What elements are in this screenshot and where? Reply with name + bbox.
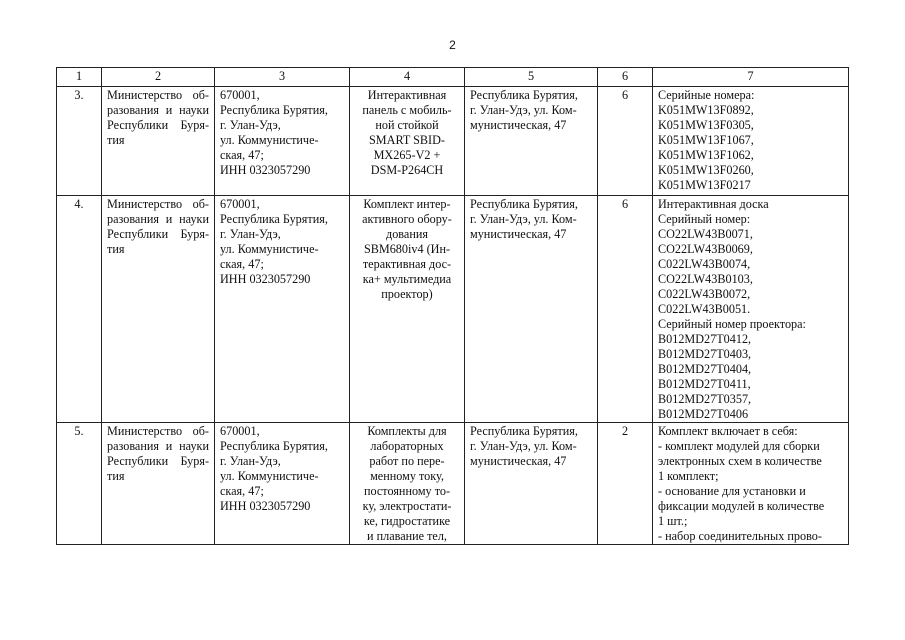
col-header: 6 [598, 68, 653, 87]
cell-line: 670001, [220, 197, 260, 211]
address-cell [215, 423, 350, 545]
cell-line: ул. Коммунистиче- [220, 133, 319, 147]
cell-line: ИНН 0323057290 [220, 499, 311, 513]
cell-line: SBM680iv4 (Ин- [363, 242, 451, 256]
cell-line: Серийные номера: [658, 88, 755, 102]
cell-line: и плавание тел, [367, 529, 447, 543]
cell-line: г. Улан-Удэ, [220, 118, 281, 132]
cell-line: CO22LW43B0071, [658, 227, 753, 241]
organization-cell [102, 423, 215, 545]
address-cell [215, 87, 350, 196]
cell-line: 670001, [220, 88, 260, 102]
cell-line: C022LW43B0051. [658, 302, 751, 316]
cell-line: Интерактивная [367, 88, 447, 102]
cell-line: SMART SBID- [369, 133, 445, 147]
cell-line: активного обору- [362, 212, 452, 226]
table-row [57, 423, 849, 545]
cell-line: ул. Коммунистиче- [220, 469, 319, 483]
cell-line: B012MD27T0404, [658, 362, 752, 376]
cell-line: K051MW13F0217 [658, 178, 751, 192]
location-cell [465, 196, 598, 423]
cell-line: 670001, [220, 424, 260, 438]
cell-line: K051MW13F1067, [658, 133, 754, 147]
cell-line: B012MD27T0403, [658, 347, 752, 361]
cell-line: ская, 47; [220, 257, 264, 271]
cell-line: DSM-P264CH [370, 163, 444, 177]
cell-line: Комплект включает в себя: [658, 424, 798, 438]
cell-line: Серийный номер: [658, 212, 751, 226]
cell-line: C022LW43B0072, [658, 287, 751, 301]
equipment-table [56, 67, 849, 545]
cell-line: Республика Бурятия, [220, 212, 328, 226]
cell-line: тия [107, 242, 125, 256]
cell-line: B012MD27T0406 [658, 407, 749, 421]
cell-line: ул. Коммунистиче- [220, 242, 319, 256]
location-cell [465, 423, 598, 545]
cell-line: K051MW13F1062, [658, 148, 754, 162]
cell-line: ка+ мультимедиа [362, 272, 452, 286]
cell-line: Республики Буря- [107, 227, 209, 241]
cell-line: Республики Буря- [107, 118, 209, 132]
row-number: 3. [57, 87, 102, 196]
quantity-cell: 2 [598, 423, 653, 545]
col-header: 1 [57, 68, 102, 87]
col-header: 2 [102, 68, 215, 87]
cell-line: K051MW13F0892, [658, 103, 754, 117]
cell-line: мунистическая, 47 [470, 454, 567, 468]
cell-line: проектор) [381, 287, 433, 301]
cell-line: Республика Бурятия, [220, 439, 328, 453]
cell-line: г. Улан-Удэ, ул. Ком- [470, 212, 577, 226]
cell-line: Серийный номер проектора: [658, 317, 806, 331]
cell-line: г. Улан-Удэ, ул. Ком- [470, 439, 577, 453]
cell-line: работ по пере- [369, 454, 445, 468]
cell-line: разования и науки [107, 439, 209, 453]
cell-line: - комплект модулей для сборки [658, 439, 820, 453]
cell-line: дования [386, 227, 428, 241]
cell-line: B012MD27T0411, [658, 377, 751, 391]
cell-line: 1 комплект; [658, 469, 719, 483]
cell-line: тия [107, 133, 125, 147]
cell-line: B012MD27T0357, [658, 392, 752, 406]
table-header-row [57, 68, 849, 87]
cell-line: Министерство об- [107, 197, 209, 211]
equipment-cell [350, 196, 465, 423]
col-header: 3 [215, 68, 350, 87]
note-cell [653, 87, 849, 196]
cell-line: ку, электростати- [362, 499, 452, 513]
cell-line: ке, гидростатике [363, 514, 451, 528]
row-number: 5. [57, 423, 102, 545]
cell-line: - набор соединительных прово- [658, 529, 822, 543]
equipment-cell [350, 423, 465, 545]
organization-cell [102, 196, 215, 423]
quantity-cell: 6 [598, 87, 653, 196]
cell-line: Комплект интер- [363, 197, 451, 211]
cell-line: разования и науки [107, 212, 209, 226]
cell-line: панель с мобиль- [362, 103, 452, 117]
cell-line: Интерактивная доска [658, 197, 769, 211]
table-row [57, 87, 849, 196]
cell-line: терактивная дос- [362, 257, 452, 271]
cell-line: Министерство об- [107, 88, 209, 102]
cell-line: ская, 47; [220, 148, 264, 162]
equipment-cell [350, 87, 465, 196]
cell-line: ская, 47; [220, 484, 264, 498]
cell-line: ИНН 0323057290 [220, 163, 311, 177]
cell-line: г. Улан-Удэ, [220, 227, 281, 241]
cell-line: тия [107, 469, 125, 483]
row-number: 4. [57, 196, 102, 423]
col-header: 7 [653, 68, 849, 87]
location-cell [465, 87, 598, 196]
cell-line: мунистическая, 47 [470, 118, 567, 132]
cell-line: Республика Бурятия, [470, 197, 578, 211]
note-cell [653, 196, 849, 423]
table-row [57, 196, 849, 423]
cell-line: мунистическая, 47 [470, 227, 567, 241]
cell-line: г. Улан-Удэ, ул. Ком- [470, 103, 577, 117]
cell-line: фиксации модулей в количестве [658, 499, 825, 513]
col-header: 5 [465, 68, 598, 87]
cell-line: менному току, [370, 469, 444, 483]
cell-line: Республика Бурятия, [470, 88, 578, 102]
cell-line: Республика Бурятия, [470, 424, 578, 438]
cell-line: Министерство об- [107, 424, 209, 438]
cell-line: Республика Бурятия, [220, 103, 328, 117]
col-header: 4 [350, 68, 465, 87]
cell-line: разования и науки [107, 103, 209, 117]
cell-line: Комплекты для [367, 424, 447, 438]
cell-line: CO22LW43B0103, [658, 272, 753, 286]
cell-line: электронных схем в количестве [658, 454, 822, 468]
cell-line: ной стойкой [375, 118, 439, 132]
quantity-cell: 6 [598, 196, 653, 423]
organization-cell [102, 87, 215, 196]
cell-line: C022LW43B0074, [658, 257, 751, 271]
page-number: 2 [449, 38, 456, 52]
address-cell [215, 196, 350, 423]
note-cell [653, 423, 849, 545]
cell-line: г. Улан-Удэ, [220, 454, 281, 468]
cell-line: - основание для установки и [658, 484, 806, 498]
cell-line: постоянному то- [363, 484, 451, 498]
cell-line: лабораторных [370, 439, 444, 453]
cell-line: B012MD27T0412, [658, 332, 752, 346]
cell-line: MX265-V2 + [373, 148, 441, 162]
cell-line: Республики Буря- [107, 454, 209, 468]
cell-line: K051MW13F0305, [658, 118, 754, 132]
cell-line: K051MW13F0260, [658, 163, 754, 177]
cell-line: ИНН 0323057290 [220, 272, 311, 286]
cell-line: CO22LW43B0069, [658, 242, 753, 256]
cell-line: 1 шт.; [658, 514, 688, 528]
